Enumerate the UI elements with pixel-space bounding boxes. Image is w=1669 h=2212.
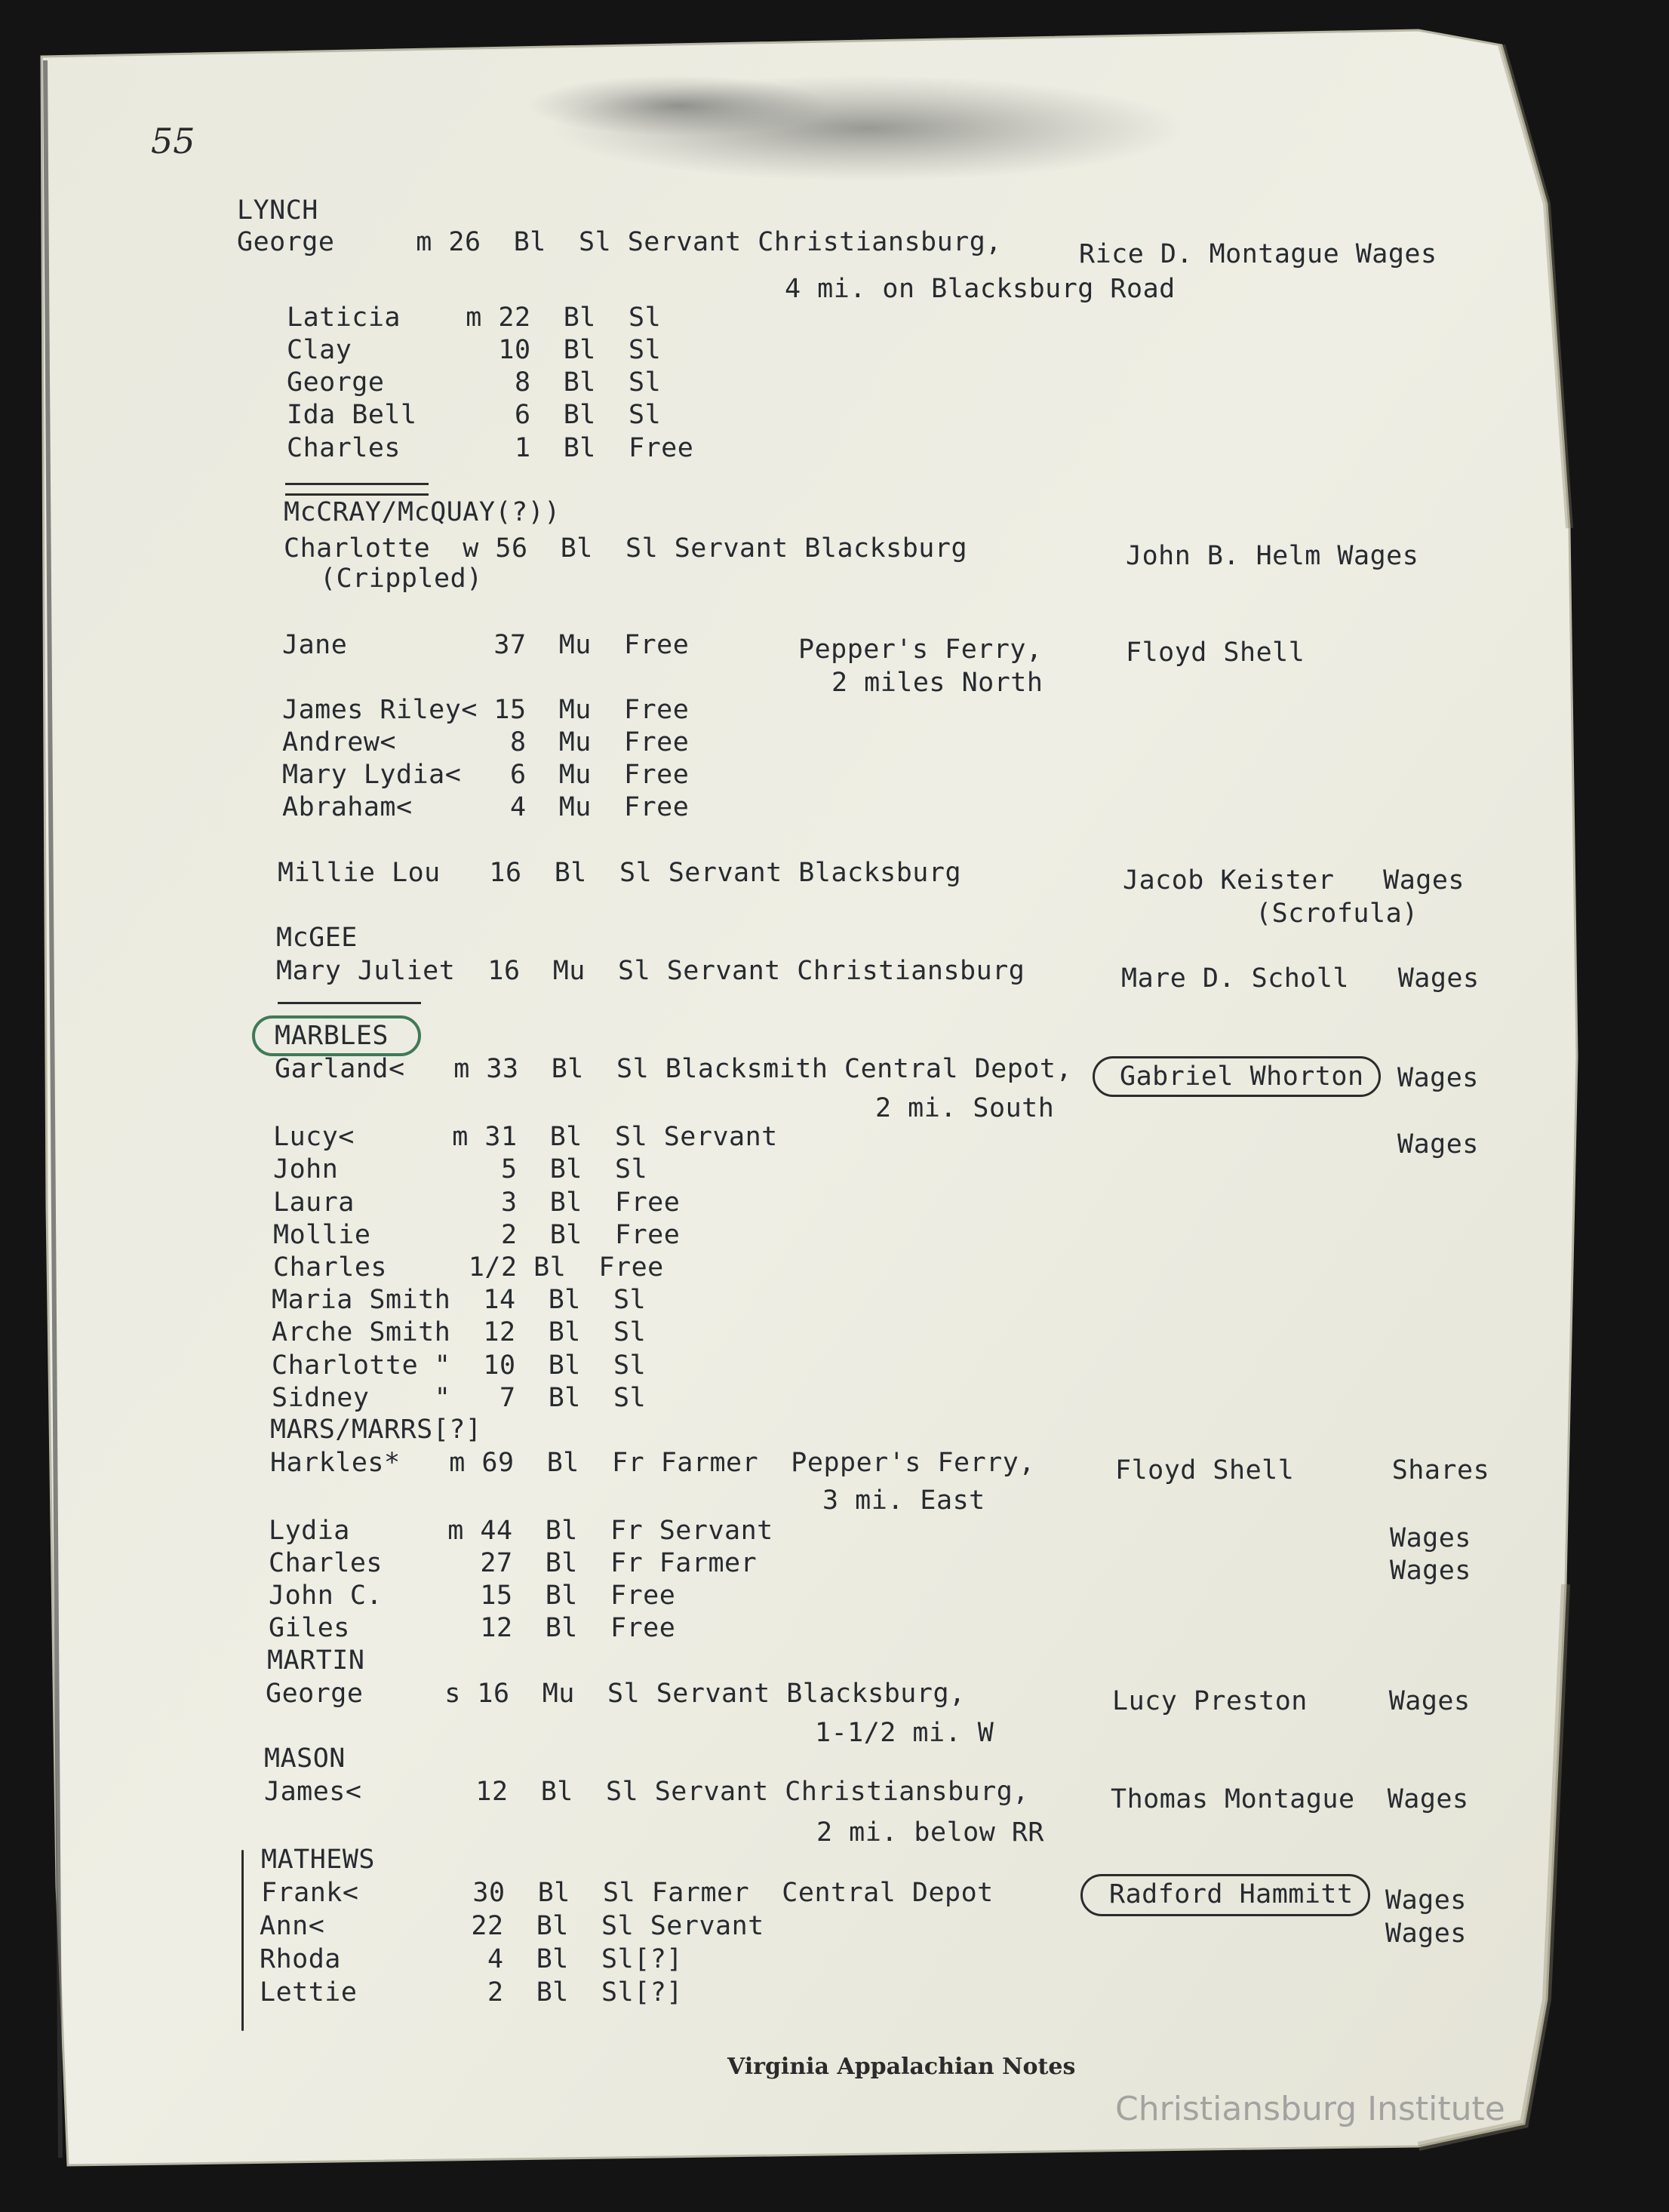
entry-employer: John B. Helm Wages: [1126, 541, 1419, 571]
entry-line: Jane 37 Mu Free: [282, 630, 690, 660]
entry-line: James Riley< 15 Mu Free: [282, 695, 690, 725]
surname-marbles: MARBLES: [275, 1021, 389, 1051]
watermark: Christiansburg Institute: [1115, 2090, 1505, 2128]
entry-line: George 8 Bl Sl: [287, 367, 662, 398]
entry-line: Harkles* m 69 Bl Fr Farmer Pepper's Ferry,: [270, 1448, 1035, 1478]
entry-line: Maria Smith 14 Bl Sl: [272, 1285, 647, 1315]
surname-mccray: McCRAY/McQUAY(?)): [284, 497, 561, 527]
entry-line: Giles 12 Bl Free: [269, 1613, 676, 1643]
entry-location: Pepper's Ferry,: [798, 634, 1043, 665]
entry-employer: Rice D. Montague Wages: [1079, 239, 1437, 269]
entry-line: Charlotte " 10 Bl Sl: [272, 1350, 647, 1381]
entry-line: Mary Lydia< 6 Mu Free: [282, 760, 690, 790]
entry-line: Charles 27 Bl Fr Farmer: [269, 1548, 758, 1578]
entry-employer: Lucy Preston Wages: [1112, 1686, 1471, 1716]
entry-line: Charles 1/2 Bl Free: [273, 1252, 664, 1283]
entry-line: Charlotte w 56 Bl Sl Servant Blacksburg: [284, 533, 968, 564]
entry-location: 4 mi. on Blacksburg Road: [785, 274, 1176, 304]
entry-line: George s 16 Mu Sl Servant Blacksburg,: [266, 1679, 966, 1709]
entry-line: Charles 1 Bl Free: [287, 433, 694, 463]
entry-line: John C. 15 Bl Free: [269, 1581, 676, 1611]
entry-note: (Scrofula): [1256, 899, 1418, 929]
entry-wages: Wages: [1390, 1556, 1471, 1586]
entry-employer: Mare D. Scholl Wages: [1121, 963, 1480, 994]
entry-line: Ann< 22 Bl Sl Servant: [260, 1911, 764, 1941]
entry-line: Mary Juliet 16 Mu Sl Servant Christiansburg: [276, 956, 1025, 986]
page-number: 55: [151, 121, 195, 161]
entry-employer: Jacob Keister Wages: [1123, 865, 1465, 896]
entry-line: Lettie 2 Bl Sl[?]: [260, 1977, 683, 2008]
entry-wages: Wages: [1397, 1129, 1479, 1160]
surname-mathews: MATHEWS: [261, 1845, 376, 1875]
surname-mcgee: McGEE: [276, 923, 358, 953]
entry-line: Ida Bell 6 Bl Sl: [287, 400, 662, 430]
surname-lynch: LYNCH: [237, 195, 318, 226]
entry-line: John 5 Bl Sl: [273, 1154, 648, 1184]
surname-mason: MASON: [264, 1743, 346, 1774]
entry-location: 3 mi. East: [822, 1485, 985, 1516]
entry-wages: Wages: [1397, 1063, 1479, 1093]
entry-line: Laticia m 22 Bl Sl: [287, 303, 662, 333]
entry-line: Frank< 30 Bl Sl Farmer Central Depot: [261, 1878, 994, 1908]
entry-wages: Wages: [1390, 1523, 1471, 1553]
entry-line: George m 26 Bl Sl Servant Christiansburg,: [237, 227, 1002, 257]
surname-mars: MARS/MARRS[?]: [270, 1415, 482, 1445]
entry-line: Rhoda 4 Bl Sl[?]: [260, 1944, 683, 1974]
divider-line: [278, 1002, 421, 1004]
entry-line: Andrew< 8 Mu Free: [282, 727, 690, 757]
entry-line: Garland< m 33 Bl Sl Blacksmith Central Depot,: [275, 1054, 1073, 1084]
entry-note: (Crippled): [320, 564, 483, 594]
entry-line: Laura 3 Bl Free: [273, 1187, 681, 1218]
entry-line: Clay 10 Bl Sl: [287, 335, 662, 365]
entry-line: Arche Smith 12 Bl Sl: [272, 1317, 647, 1347]
entry-employer: Floyd Shell: [1126, 637, 1305, 668]
entry-line: Lucy< m 31 Bl Sl Servant: [273, 1122, 778, 1152]
margin-bracket-line: [241, 1850, 244, 2031]
entry-location: 2 mi. below RR: [816, 1817, 1045, 1848]
entry-wages: Wages: [1385, 1885, 1467, 1916]
entry-employer: Floyd Shell Shares: [1115, 1455, 1490, 1485]
divider-line: [285, 493, 429, 496]
entry-line: James< 12 Bl Sl Servant Christiansburg,: [264, 1777, 1029, 1807]
entry-employer: Gabriel Whorton: [1120, 1061, 1364, 1092]
entry-line: Sidney " 7 Bl Sl: [272, 1383, 647, 1413]
entry-line: Abraham< 4 Mu Free: [282, 792, 690, 822]
entry-location: 1-1/2 mi. W: [815, 1718, 994, 1748]
entry-location: 2 miles North: [831, 668, 1044, 698]
entry-location: 2 mi. South: [875, 1093, 1055, 1123]
footer-title: Virginia Appalachian Notes: [727, 2054, 1076, 2080]
surname-martin: MARTIN: [267, 1645, 365, 1676]
entry-wages: Wages: [1385, 1919, 1467, 1949]
divider-line: [285, 483, 429, 485]
entry-line: Lydia m 44 Bl Fr Servant: [269, 1516, 773, 1546]
entry-employer: Thomas Montague Wages: [1111, 1784, 1469, 1814]
entry-employer: Radford Hammitt: [1109, 1879, 1354, 1909]
entry-line: Millie Lou 16 Bl Sl Servant Blacksburg: [278, 858, 962, 888]
entry-line: Mollie 2 Bl Free: [273, 1220, 681, 1250]
